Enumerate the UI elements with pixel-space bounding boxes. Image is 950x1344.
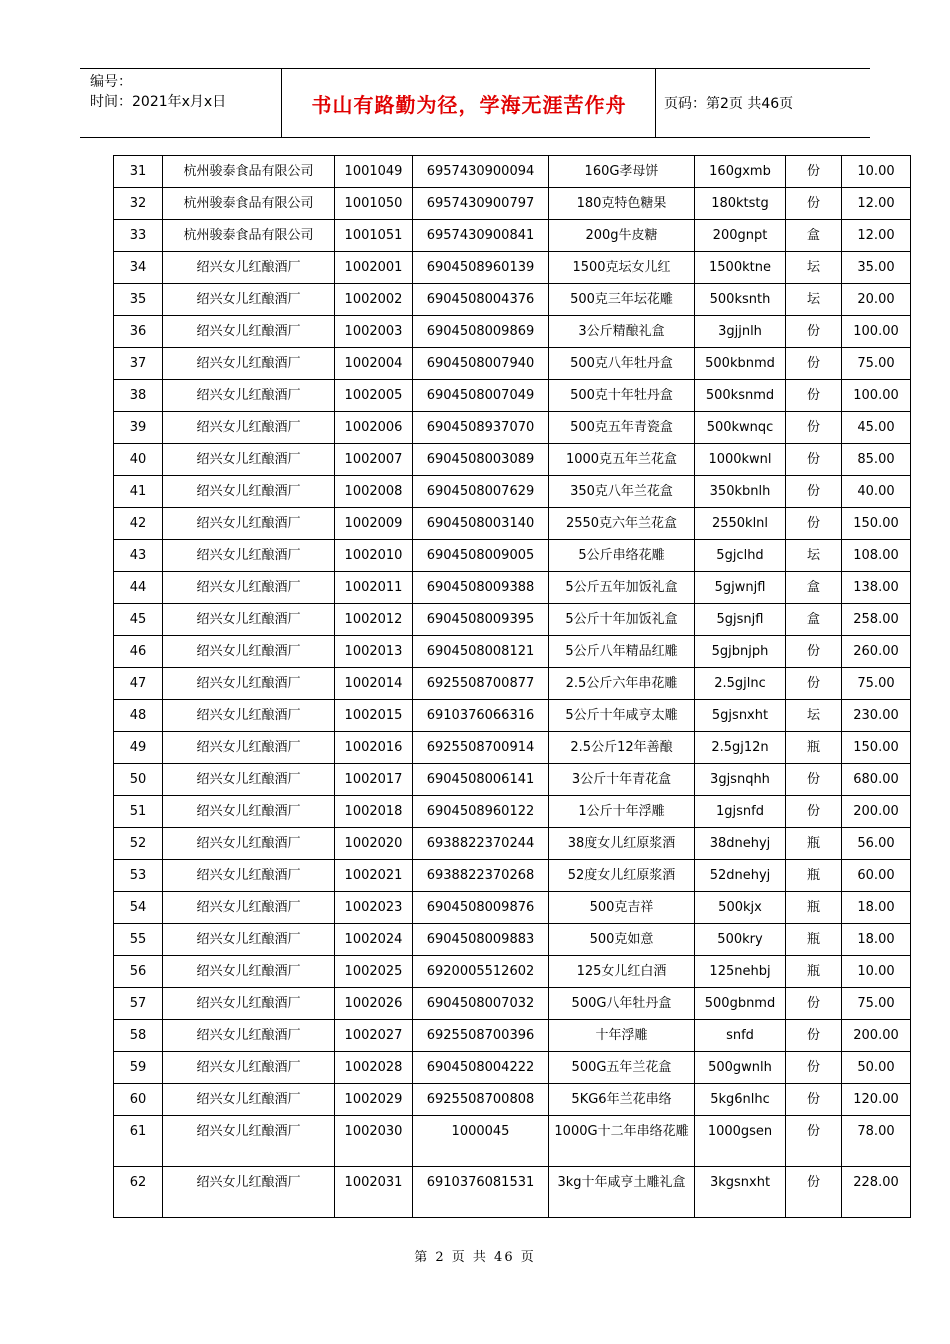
unit-cell: 瓶 <box>786 892 842 924</box>
header-motto: 书山有路勤为径，学海无涯苦作舟 <box>283 69 656 137</box>
pinyin-code-cell: 125nehbj <box>695 956 786 988</box>
pinyin-code-cell: 2.5gjlnc <box>695 668 786 700</box>
row-index-cell: 36 <box>114 316 163 348</box>
unit-cell: 份 <box>786 1084 842 1116</box>
item-code-cell: 1002017 <box>335 764 413 796</box>
product-name-cell: 52度女儿红原浆酒 <box>549 860 695 892</box>
item-code-cell: 1002027 <box>335 1020 413 1052</box>
price-cell: 230.00 <box>842 700 911 732</box>
supplier-name-cell: 绍兴女儿红酿酒厂 <box>163 540 335 572</box>
row-index-cell: 59 <box>114 1052 163 1084</box>
item-code-cell: 1002023 <box>335 892 413 924</box>
price-cell: 10.00 <box>842 156 911 188</box>
barcode-cell: 1000045 <box>413 1116 549 1167</box>
item-code-cell: 1002004 <box>335 348 413 380</box>
pinyin-code-cell: 3kgsnxht <box>695 1167 786 1218</box>
supplier-name-cell: 绍兴女儿红酿酒厂 <box>163 732 335 764</box>
item-code-cell: 1002020 <box>335 828 413 860</box>
unit-cell: 坛 <box>786 700 842 732</box>
price-cell: 100.00 <box>842 316 911 348</box>
row-index-cell: 47 <box>114 668 163 700</box>
price-cell: 50.00 <box>842 1052 911 1084</box>
supplier-name-cell: 绍兴女儿红酿酒厂 <box>163 668 335 700</box>
barcode-cell: 6925508700808 <box>413 1084 549 1116</box>
supplier-name-cell: 绍兴女儿红酿酒厂 <box>163 316 335 348</box>
table-row <box>114 1052 911 1084</box>
barcode-cell: 6904508009005 <box>413 540 549 572</box>
barcode-cell: 6904508003089 <box>413 444 549 476</box>
row-index-cell: 40 <box>114 444 163 476</box>
table-row <box>114 316 911 348</box>
barcode-cell: 6904508003140 <box>413 508 549 540</box>
supplier-name-cell: 杭州骏泰食品有限公司 <box>163 188 335 220</box>
price-cell: 56.00 <box>842 828 911 860</box>
price-cell: 40.00 <box>842 476 911 508</box>
price-cell: 200.00 <box>842 1020 911 1052</box>
supplier-name-cell: 绍兴女儿红酿酒厂 <box>163 380 335 412</box>
barcode-cell: 6904508960139 <box>413 252 549 284</box>
pinyin-code-cell: 5kg6nlhc <box>695 1084 786 1116</box>
row-index-cell: 46 <box>114 636 163 668</box>
supplier-name-cell: 绍兴女儿红酿酒厂 <box>163 1084 335 1116</box>
unit-cell: 份 <box>786 796 842 828</box>
unit-cell: 份 <box>786 508 842 540</box>
product-name-cell: 十年浮雕 <box>549 1020 695 1052</box>
unit-cell: 坛 <box>786 252 842 284</box>
unit-cell: 瓶 <box>786 924 842 956</box>
price-cell: 10.00 <box>842 956 911 988</box>
supplier-name-cell: 杭州骏泰食品有限公司 <box>163 156 335 188</box>
pinyin-code-cell: 1gjsnfd <box>695 796 786 828</box>
header-page-info: 页码：第2页 共46页 <box>664 96 794 112</box>
unit-cell: 盒 <box>786 604 842 636</box>
pinyin-code-cell: 200gnpt <box>695 220 786 252</box>
table-row <box>114 1084 911 1116</box>
unit-cell: 份 <box>786 412 842 444</box>
item-code-cell: 1002013 <box>335 636 413 668</box>
product-name-cell: 180克特色糖果 <box>549 188 695 220</box>
pinyin-code-cell: 500kry <box>695 924 786 956</box>
pinyin-code-cell: 3gjsnqhh <box>695 764 786 796</box>
supplier-name-cell: 绍兴女儿红酿酒厂 <box>163 444 335 476</box>
row-index-cell: 39 <box>114 412 163 444</box>
supplier-name-cell: 绍兴女儿红酿酒厂 <box>163 700 335 732</box>
unit-cell: 份 <box>786 444 842 476</box>
row-index-cell: 53 <box>114 860 163 892</box>
table-row <box>114 284 911 316</box>
table-row <box>114 572 911 604</box>
unit-cell: 份 <box>786 348 842 380</box>
supplier-name-cell: 绍兴女儿红酿酒厂 <box>163 252 335 284</box>
pinyin-code-cell: 38dnehyj <box>695 828 786 860</box>
unit-cell: 坛 <box>786 540 842 572</box>
page-footer: 第 2 页 共 46 页 <box>414 1250 536 1265</box>
barcode-cell: 6910376066316 <box>413 700 549 732</box>
product-name-cell: 38度女儿红原浆酒 <box>549 828 695 860</box>
barcode-cell: 6957430900797 <box>413 188 549 220</box>
table-row <box>114 1116 911 1167</box>
price-cell: 138.00 <box>842 572 911 604</box>
product-name-cell: 5公斤五年加饭礼盒 <box>549 572 695 604</box>
price-cell: 12.00 <box>842 188 911 220</box>
table-row <box>114 476 911 508</box>
supplier-name-cell: 绍兴女儿红酿酒厂 <box>163 636 335 668</box>
row-index-cell: 60 <box>114 1084 163 1116</box>
price-cell: 20.00 <box>842 284 911 316</box>
price-cell: 150.00 <box>842 508 911 540</box>
product-name-cell: 1500克坛女儿红 <box>549 252 695 284</box>
pinyin-code-cell: 500ksnth <box>695 284 786 316</box>
pinyin-code-cell: 5gjsnjfl <box>695 604 786 636</box>
item-code-cell: 1002018 <box>335 796 413 828</box>
supplier-name-cell: 绍兴女儿红酿酒厂 <box>163 1167 335 1218</box>
product-name-cell: 2.5公斤12年善酿 <box>549 732 695 764</box>
row-index-cell: 32 <box>114 188 163 220</box>
item-code-cell: 1002016 <box>335 732 413 764</box>
product-name-cell: 500G八年牡丹盒 <box>549 988 695 1020</box>
supplier-name-cell: 绍兴女儿红酿酒厂 <box>163 412 335 444</box>
row-index-cell: 51 <box>114 796 163 828</box>
unit-cell: 份 <box>786 764 842 796</box>
row-index-cell: 56 <box>114 956 163 988</box>
supplier-name-cell: 绍兴女儿红酿酒厂 <box>163 476 335 508</box>
pinyin-code-cell: 500kbnmd <box>695 348 786 380</box>
supplier-name-cell: 绍兴女儿红酿酒厂 <box>163 828 335 860</box>
row-index-cell: 38 <box>114 380 163 412</box>
table-row <box>114 604 911 636</box>
barcode-cell: 6925508700396 <box>413 1020 549 1052</box>
price-cell: 120.00 <box>842 1084 911 1116</box>
row-index-cell: 43 <box>114 540 163 572</box>
barcode-cell: 6910376081531 <box>413 1167 549 1218</box>
pinyin-code-cell: 52dnehyj <box>695 860 786 892</box>
row-index-cell: 35 <box>114 284 163 316</box>
row-index-cell: 31 <box>114 156 163 188</box>
barcode-cell: 6904508004222 <box>413 1052 549 1084</box>
pinyin-code-cell: 5gjbnjph <box>695 636 786 668</box>
row-index-cell: 41 <box>114 476 163 508</box>
pinyin-code-cell: 160gxmb <box>695 156 786 188</box>
number-label: 编号： <box>90 74 132 90</box>
product-name-cell: 3公斤精酿礼盒 <box>549 316 695 348</box>
table-row <box>114 892 911 924</box>
supplier-name-cell: 绍兴女儿红酿酒厂 <box>163 1116 335 1167</box>
price-cell: 108.00 <box>842 540 911 572</box>
product-name-cell: 5公斤串络花雕 <box>549 540 695 572</box>
row-index-cell: 57 <box>114 988 163 1020</box>
pinyin-code-cell: 500gbnmd <box>695 988 786 1020</box>
product-name-cell: 500G五年兰花盒 <box>549 1052 695 1084</box>
item-code-cell: 1002005 <box>335 380 413 412</box>
supplier-name-cell: 绍兴女儿红酿酒厂 <box>163 604 335 636</box>
barcode-cell: 6938822370244 <box>413 828 549 860</box>
row-index-cell: 34 <box>114 252 163 284</box>
table-row <box>114 732 911 764</box>
product-name-cell: 500克五年青瓷盒 <box>549 412 695 444</box>
unit-cell: 份 <box>786 156 842 188</box>
product-name-cell: 200g牛皮糖 <box>549 220 695 252</box>
price-cell: 100.00 <box>842 380 911 412</box>
price-cell: 150.00 <box>842 732 911 764</box>
price-cell: 45.00 <box>842 412 911 444</box>
unit-cell: 份 <box>786 476 842 508</box>
product-name-cell: 1000G十二年串络花雕 <box>549 1116 695 1167</box>
item-code-cell: 1002021 <box>335 860 413 892</box>
table-row <box>114 700 911 732</box>
table-row <box>114 636 911 668</box>
table-row <box>114 956 911 988</box>
pinyin-code-cell: 500kwnqc <box>695 412 786 444</box>
table-row <box>114 828 911 860</box>
barcode-cell: 6904508006141 <box>413 764 549 796</box>
price-cell: 18.00 <box>842 892 911 924</box>
row-index-cell: 48 <box>114 700 163 732</box>
header-meta <box>80 69 282 137</box>
supplier-name-cell: 绍兴女儿红酿酒厂 <box>163 1052 335 1084</box>
item-code-cell: 1002003 <box>335 316 413 348</box>
pinyin-code-cell: 5gjclhd <box>695 540 786 572</box>
product-name-cell: 500克八年牡丹盒 <box>549 348 695 380</box>
price-cell: 85.00 <box>842 444 911 476</box>
item-code-cell: 1002031 <box>335 1167 413 1218</box>
price-cell: 75.00 <box>842 668 911 700</box>
product-name-cell: 500克吉祥 <box>549 892 695 924</box>
date-label: 时间：2021年x月x日 <box>90 94 227 110</box>
barcode-cell: 6904508004376 <box>413 284 549 316</box>
item-code-cell: 1002015 <box>335 700 413 732</box>
row-index-cell: 55 <box>114 924 163 956</box>
item-code-cell: 1002024 <box>335 924 413 956</box>
pinyin-code-cell: 1000gsen <box>695 1116 786 1167</box>
table-row <box>114 412 911 444</box>
table-row <box>114 348 911 380</box>
row-index-cell: 58 <box>114 1020 163 1052</box>
product-name-cell: 5公斤十年加饭礼盒 <box>549 604 695 636</box>
pinyin-code-cell: 500gwnlh <box>695 1052 786 1084</box>
table-row <box>114 796 911 828</box>
item-code-cell: 1002010 <box>335 540 413 572</box>
item-code-cell: 1002026 <box>335 988 413 1020</box>
pinyin-code-cell: 2550klnl <box>695 508 786 540</box>
item-code-cell: 1002011 <box>335 572 413 604</box>
unit-cell: 份 <box>786 1052 842 1084</box>
barcode-cell: 6904508009388 <box>413 572 549 604</box>
barcode-cell: 6904508007629 <box>413 476 549 508</box>
price-cell: 78.00 <box>842 1116 911 1167</box>
pinyin-code-cell: 350kbnlh <box>695 476 786 508</box>
price-cell: 18.00 <box>842 924 911 956</box>
unit-cell: 坛 <box>786 284 842 316</box>
supplier-name-cell: 绍兴女儿红酿酒厂 <box>163 764 335 796</box>
product-name-cell: 3kg十年咸亨土雕礼盒 <box>549 1167 695 1218</box>
barcode-cell: 6925508700914 <box>413 732 549 764</box>
pinyin-code-cell: 5gjsnxht <box>695 700 786 732</box>
price-cell: 260.00 <box>842 636 911 668</box>
table-row <box>114 380 911 412</box>
barcode-cell: 6904508007940 <box>413 348 549 380</box>
item-code-cell: 1002007 <box>335 444 413 476</box>
row-index-cell: 33 <box>114 220 163 252</box>
price-cell: 12.00 <box>842 220 911 252</box>
row-index-cell: 62 <box>114 1167 163 1218</box>
unit-cell: 盒 <box>786 572 842 604</box>
table-row <box>114 156 911 188</box>
product-name-cell: 5公斤十年咸亨太雕 <box>549 700 695 732</box>
row-index-cell: 49 <box>114 732 163 764</box>
supplier-name-cell: 绍兴女儿红酿酒厂 <box>163 892 335 924</box>
supplier-name-cell: 绍兴女儿红酿酒厂 <box>163 572 335 604</box>
unit-cell: 瓶 <box>786 860 842 892</box>
unit-cell: 份 <box>786 1020 842 1052</box>
row-index-cell: 44 <box>114 572 163 604</box>
barcode-cell: 6904508007032 <box>413 988 549 1020</box>
supplier-name-cell: 绍兴女儿红酿酒厂 <box>163 348 335 380</box>
table-row <box>114 188 911 220</box>
price-cell: 75.00 <box>842 988 911 1020</box>
product-name-cell: 2.5公斤六年串花雕 <box>549 668 695 700</box>
item-code-cell: 1001051 <box>335 220 413 252</box>
item-code-cell: 1002002 <box>335 284 413 316</box>
supplier-name-cell: 杭州骏泰食品有限公司 <box>163 220 335 252</box>
page-header <box>80 68 870 138</box>
price-cell: 258.00 <box>842 604 911 636</box>
product-name-cell: 1公斤十年浮雕 <box>549 796 695 828</box>
price-cell: 200.00 <box>842 796 911 828</box>
table-row <box>114 860 911 892</box>
table-row <box>114 252 911 284</box>
unit-cell: 盒 <box>786 220 842 252</box>
product-name-cell: 2550克六年兰花盒 <box>549 508 695 540</box>
barcode-cell: 6904508009869 <box>413 316 549 348</box>
table-row <box>114 668 911 700</box>
item-code-cell: 1002006 <box>335 412 413 444</box>
unit-cell: 份 <box>786 988 842 1020</box>
supplier-name-cell: 绍兴女儿红酿酒厂 <box>163 956 335 988</box>
item-code-cell: 1002028 <box>335 1052 413 1084</box>
barcode-cell: 6904508937070 <box>413 412 549 444</box>
barcode-cell: 6938822370268 <box>413 860 549 892</box>
pinyin-code-cell: 5gjwnjfl <box>695 572 786 604</box>
item-code-cell: 1002030 <box>335 1116 413 1167</box>
pinyin-code-cell: 1500ktne <box>695 252 786 284</box>
barcode-cell: 6904508007049 <box>413 380 549 412</box>
product-name-cell: 500克十年牡丹盒 <box>549 380 695 412</box>
supplier-name-cell: 绍兴女儿红酿酒厂 <box>163 508 335 540</box>
price-cell: 228.00 <box>842 1167 911 1218</box>
unit-cell: 份 <box>786 188 842 220</box>
item-code-cell: 1002012 <box>335 604 413 636</box>
item-code-cell: 1002014 <box>335 668 413 700</box>
row-index-cell: 61 <box>114 1116 163 1167</box>
table-body <box>114 156 911 1218</box>
supplier-name-cell: 绍兴女儿红酿酒厂 <box>163 988 335 1020</box>
table-row <box>114 540 911 572</box>
product-name-cell: 5公斤八年精品红雕 <box>549 636 695 668</box>
product-table <box>113 155 911 1218</box>
row-index-cell: 37 <box>114 348 163 380</box>
table-row <box>114 1167 911 1218</box>
table-row <box>114 988 911 1020</box>
item-code-cell: 1002029 <box>335 1084 413 1116</box>
pinyin-code-cell: 3gjjnlh <box>695 316 786 348</box>
item-code-cell: 1001050 <box>335 188 413 220</box>
unit-cell: 瓶 <box>786 956 842 988</box>
product-name-cell: 160G孝母饼 <box>549 156 695 188</box>
pinyin-code-cell: 2.5gj12n <box>695 732 786 764</box>
barcode-cell: 6904508009883 <box>413 924 549 956</box>
barcode-cell: 6925508700877 <box>413 668 549 700</box>
barcode-cell: 6957430900841 <box>413 220 549 252</box>
product-name-cell: 500克三年坛花雕 <box>549 284 695 316</box>
unit-cell: 份 <box>786 636 842 668</box>
price-cell: 75.00 <box>842 348 911 380</box>
product-name-cell: 3公斤十年青花盒 <box>549 764 695 796</box>
table-row <box>114 508 911 540</box>
product-name-cell: 5KG6年兰花串络 <box>549 1084 695 1116</box>
supplier-name-cell: 绍兴女儿红酿酒厂 <box>163 284 335 316</box>
item-code-cell: 1002025 <box>335 956 413 988</box>
item-code-cell: 1002008 <box>335 476 413 508</box>
price-cell: 680.00 <box>842 764 911 796</box>
row-index-cell: 45 <box>114 604 163 636</box>
barcode-cell: 6904508009395 <box>413 604 549 636</box>
table-row <box>114 1020 911 1052</box>
row-index-cell: 50 <box>114 764 163 796</box>
supplier-name-cell: 绍兴女儿红酿酒厂 <box>163 1020 335 1052</box>
barcode-cell: 6904508009876 <box>413 892 549 924</box>
pinyin-code-cell: snfd <box>695 1020 786 1052</box>
product-name-cell: 125女儿红白酒 <box>549 956 695 988</box>
unit-cell: 份 <box>786 1167 842 1218</box>
product-name-cell: 500克如意 <box>549 924 695 956</box>
supplier-name-cell: 绍兴女儿红酿酒厂 <box>163 796 335 828</box>
row-index-cell: 42 <box>114 508 163 540</box>
supplier-name-cell: 绍兴女儿红酿酒厂 <box>163 924 335 956</box>
unit-cell: 份 <box>786 1116 842 1167</box>
barcode-cell: 6957430900094 <box>413 156 549 188</box>
barcode-cell: 6920005512602 <box>413 956 549 988</box>
row-index-cell: 52 <box>114 828 163 860</box>
table-row <box>114 924 911 956</box>
product-name-cell: 350克八年兰花盒 <box>549 476 695 508</box>
product-name-cell: 1000克五年兰花盒 <box>549 444 695 476</box>
unit-cell: 瓶 <box>786 732 842 764</box>
price-cell: 35.00 <box>842 252 911 284</box>
pinyin-code-cell: 500ksnmd <box>695 380 786 412</box>
unit-cell: 份 <box>786 380 842 412</box>
pinyin-code-cell: 180ktstg <box>695 188 786 220</box>
supplier-name-cell: 绍兴女儿红酿酒厂 <box>163 860 335 892</box>
pinyin-code-cell: 1000kwnl <box>695 444 786 476</box>
table-row <box>114 764 911 796</box>
item-code-cell: 1002009 <box>335 508 413 540</box>
row-index-cell: 54 <box>114 892 163 924</box>
item-code-cell: 1002001 <box>335 252 413 284</box>
barcode-cell: 6904508960122 <box>413 796 549 828</box>
pinyin-code-cell: 500kjx <box>695 892 786 924</box>
price-cell: 60.00 <box>842 860 911 892</box>
unit-cell: 份 <box>786 668 842 700</box>
unit-cell: 份 <box>786 316 842 348</box>
table-row <box>114 444 911 476</box>
unit-cell: 瓶 <box>786 828 842 860</box>
item-code-cell: 1001049 <box>335 156 413 188</box>
barcode-cell: 6904508008121 <box>413 636 549 668</box>
table-row <box>114 220 911 252</box>
